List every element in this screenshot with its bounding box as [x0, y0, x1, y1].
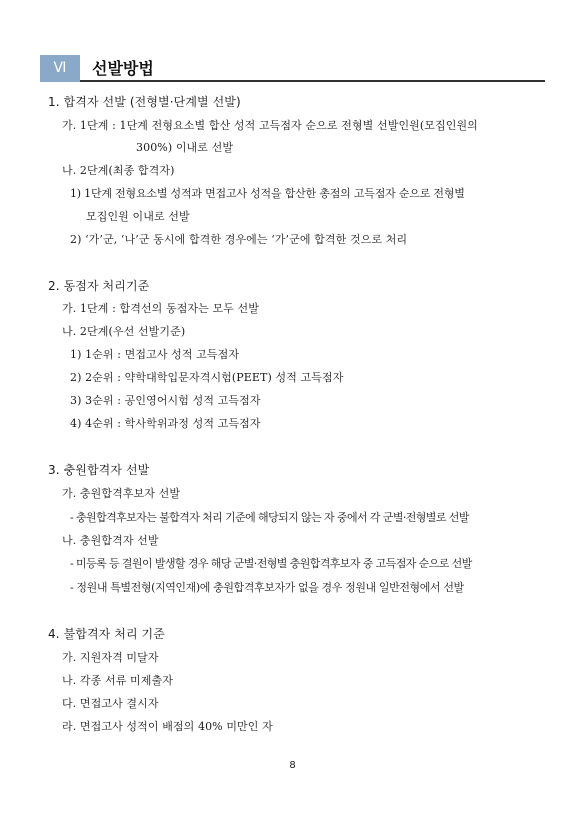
- item-3-ga: 가. 충원합격후보자 선발: [62, 487, 181, 500]
- section-header: [40, 55, 545, 82]
- item-1-na: 나. 2단계(최종 합격자): [62, 164, 175, 177]
- section-number-box: Ⅵ: [40, 55, 80, 82]
- section-title: 선발방법: [92, 59, 154, 78]
- item-3-na-dash-2: - 정원내 특별전형(지역인재)에 충원합격후보자가 없을 경우 정원내 일반전형에서 선발: [70, 581, 464, 594]
- item-4-ra: 라. 면접고사 성적이 배점의 40% 미만인 자: [62, 720, 273, 733]
- item-2-na-1: 1) 1순위 : 면접고사 성적 고득점자: [70, 348, 240, 361]
- item-2-na-3: 3) 3순위 : 공인영어시험 성적 고득점자: [70, 394, 261, 407]
- item-2-ga: 가. 1단계 : 합격선의 동점자는 모두 선발: [62, 302, 259, 315]
- item-3-na-dash-1: - 미등록 등 결원이 발생할 경우 해당 군별·전형별 충원합격후보자 중 고득점자 순으로 선발: [70, 557, 472, 570]
- item-1-na-2: 2) ‘가’군, ‘나’군 동시에 합격한 경우에는 ‘가’군에 합격한 것으로 처리: [70, 233, 408, 246]
- heading-1: 1. 합격자 선발 (전형별·단계별 선발): [48, 95, 241, 109]
- item-1-ga-cont: 300%) 이내로 선발: [136, 141, 234, 154]
- item-1-na-1: 1) 1단계 전형요소별 성적과 면접고사 성적을 합산한 총점의 고득점자 순으로 전형별: [70, 187, 465, 200]
- item-3-na: 나. 충원합격자 선발: [62, 534, 159, 547]
- item-2-na-2: 2) 2순위 : 약학대학입문자격시험(PEET) 성적 고득점자: [70, 371, 344, 384]
- heading-2: 2. 동점자 처리기준: [48, 279, 150, 293]
- item-2-na: 나. 2단계(우선 선발기준): [62, 325, 186, 338]
- item-4-da: 다. 면접고사 결시자: [62, 697, 159, 710]
- page-number: 8: [289, 760, 296, 771]
- item-4-ga: 가. 지원자격 미달자: [62, 651, 159, 664]
- heading-3: 3. 충원합격자 선발: [48, 463, 150, 477]
- item-1-ga: 가. 1단계 : 1단계 전형요소별 합산 성적 고득점자 순으로 전형별 선발인원(모집인원의: [62, 119, 478, 132]
- item-2-na-4: 4) 4순위 : 학사학위과정 성적 고득점자: [70, 417, 261, 430]
- item-1-na-1-cont: 모집인원 이내로 선발: [86, 210, 190, 223]
- header-underline: [80, 80, 545, 82]
- item-4-na: 나. 각종 서류 미제출자: [62, 674, 173, 687]
- item-3-ga-dash: - 충원합격후보자는 불합격자 처리 기준에 해당되지 않는 자 중에서 각 군별·전형별로 선발: [70, 511, 469, 524]
- heading-4: 4. 불합격자 처리 기준: [48, 627, 165, 641]
